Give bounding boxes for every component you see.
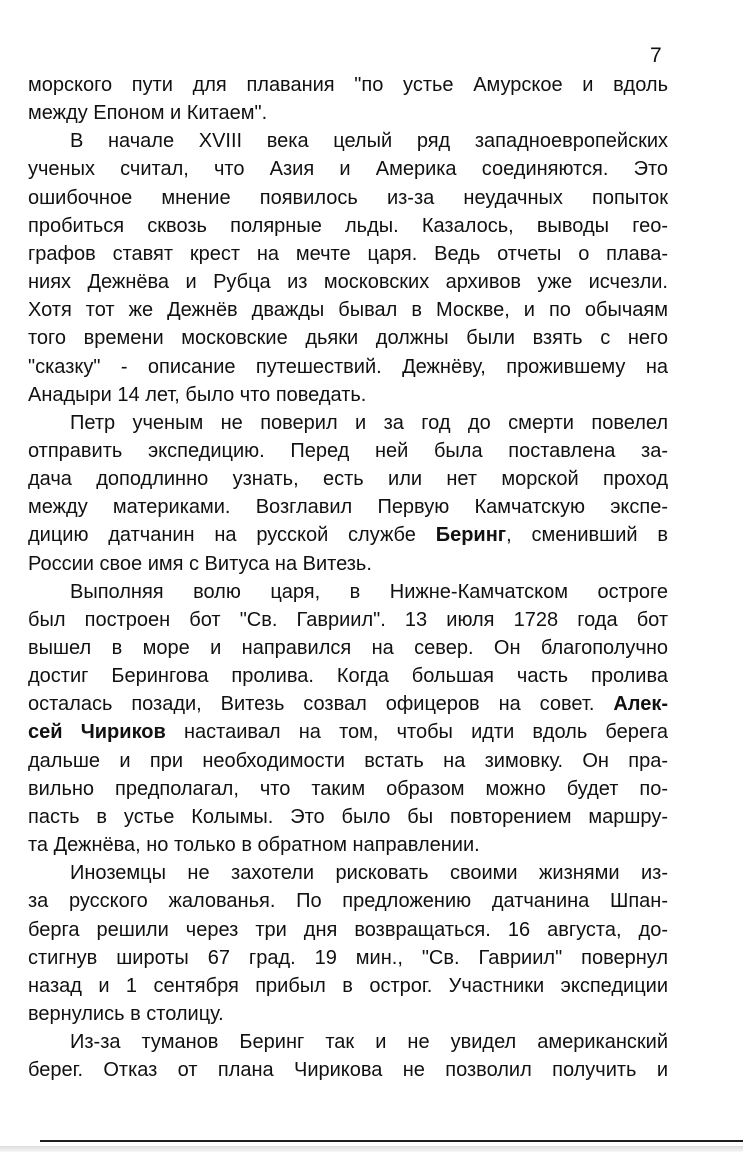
text-line: назад и 1 сентября прибыл в острог. Участники экспедиции: [28, 974, 668, 997]
text-line: [28, 719, 668, 745]
text-line: Иноземцы не захотели рисковать своими жизнями из-: [70, 862, 668, 885]
text-line: ниях Дежнёва и Рубца из московских архивов уже исчезли.: [28, 271, 668, 293]
text-line: ученых считал, что Азия и Америка соединяются. Это: [28, 158, 668, 181]
text-line: графов ставят крест на мечте царя. Ведь отчеты о плава-: [28, 242, 668, 265]
page-edge-shadow: [0, 1146, 743, 1152]
text-line: отправить экспедицию. Перед ней была поставлена за-: [28, 439, 668, 462]
text-line: берга решили через три дня возвращаться. 16 августа, до-: [28, 918, 668, 941]
text-run: , сменивший в: [506, 524, 668, 547]
text-run: дицию датчанин на русской службе: [28, 524, 436, 547]
text-line: вильно предполагал, что таким образом можно будет по-: [28, 777, 668, 800]
text-line: морского пути для плавания "по устье Амурское и вдоль: [28, 74, 668, 96]
text-line: был построен бот "Св. Гавриил". 13 июля 1728 года бот: [28, 608, 668, 631]
text-line: Выполняя волю царя, в Нижне-Камчатском остроге: [70, 580, 668, 603]
text-line: за русского жалованья. По предложению датчанина Шпан-: [28, 890, 668, 913]
text-line: [28, 522, 668, 548]
text-line: берег. Отказ от плана Чирикова не позволил получить и: [28, 1059, 668, 1082]
text-line: "сказку" - описание путешествий. Дежнёву, прожившему на: [28, 355, 668, 378]
text-line: дача доподлинно узнать, есть или нет морской проход: [28, 468, 668, 491]
text-line: того времени московские дьяки должны были взять с него: [28, 327, 668, 350]
text-run: осталась позади, Витезь созвал офицеров на совет.: [28, 693, 614, 716]
bold-name: Беринг: [435, 524, 507, 547]
text-line: вернулись в столицу.: [28, 1002, 224, 1025]
text-line: Анадыри 14 лет, было что поведать.: [28, 383, 367, 406]
text-line: Из-за туманов Беринг так и не увидел американский: [70, 1031, 668, 1054]
text-line: достиг Берингова пролива. Когда большая часть пролива: [28, 665, 668, 688]
bottom-rule: [40, 1140, 743, 1142]
text-line: та Дежнёва, но только в обратном направлении.: [28, 834, 480, 856]
text-line: ошибочное мнение появилось из-за неудачных попыток: [28, 186, 668, 209]
text-line: [28, 691, 668, 717]
text-line: между Епоном и Китаем".: [28, 102, 268, 125]
text-line: В начале XVIII века целый ряд западноевропейских: [70, 130, 668, 153]
text-line: России свое имя с Витуса на Витезь.: [28, 552, 372, 575]
text-line: Хотя тот же Дежнёв дважды бывал в Москве, и по обычаям: [28, 299, 668, 322]
text-line: дальше и при необходимости встать на зимовку. Он пра-: [28, 749, 668, 772]
text-line: пасть в устье Колымы. Это было бы повторением маршру-: [28, 805, 668, 828]
text-line: вышел в море и направился на север. Он благополучно: [28, 637, 668, 659]
bold-name: Алек-: [613, 693, 668, 716]
text-line: Петр ученым не поверил и за год до смерти повелел: [70, 411, 668, 434]
text-run: настаивал на том, чтобы идти вдоль берега: [165, 721, 668, 744]
bold-name: сей Чириков: [28, 721, 166, 744]
text-line: стигнув широты 67 град. 19 мин., "Св. Гавриил" повернул: [28, 946, 668, 969]
text-line: пробиться сквозь полярные льды. Казалось, выводы гео-: [28, 214, 668, 237]
page-number: 7: [650, 44, 662, 67]
text-line: между материками. Возглавил Первую Камчатскую экспе-: [28, 496, 668, 519]
